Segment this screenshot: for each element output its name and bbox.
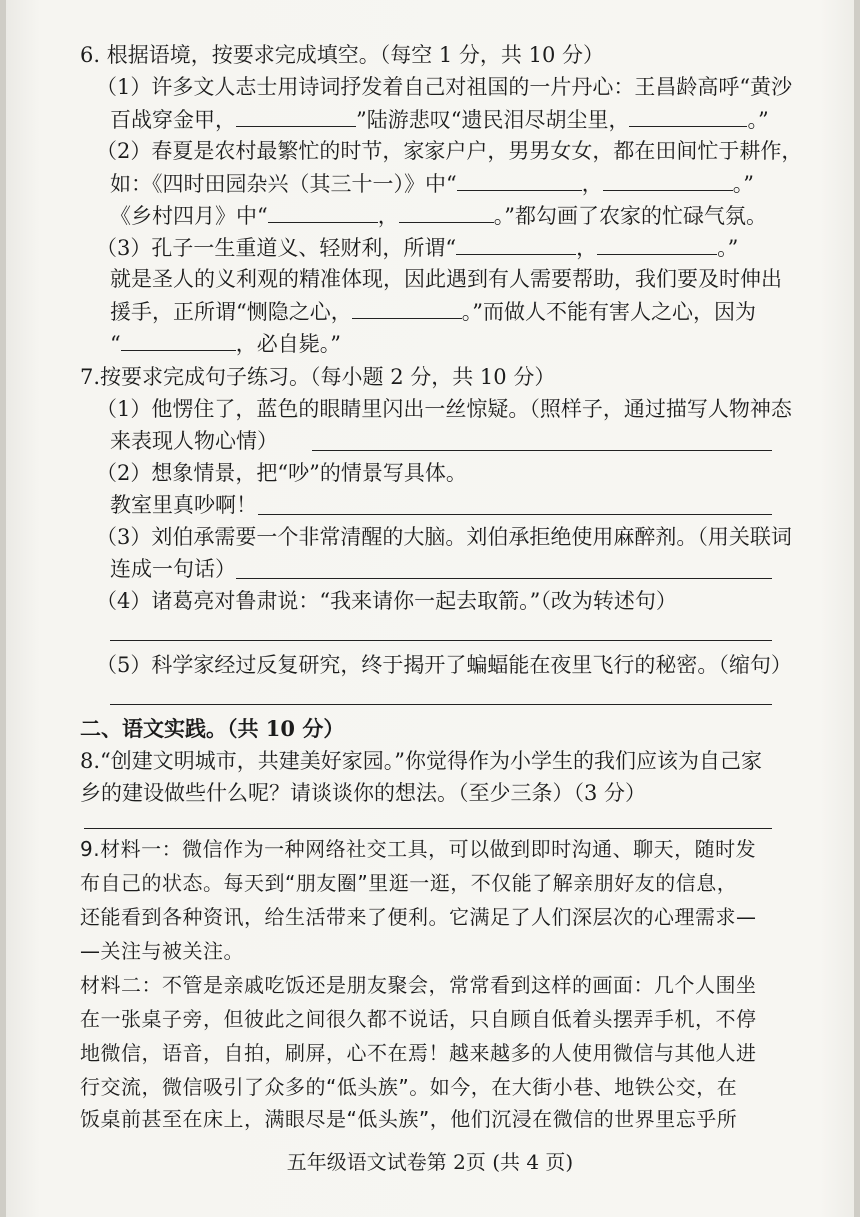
page-edge-left	[0, 0, 6, 1217]
q6-l4-text-b: ，	[581, 172, 603, 196]
q6-l5-text-c: 。”都勾画了农家的忙碌气氛。	[493, 204, 767, 228]
q6-l4-text-c: 。”	[732, 172, 754, 196]
q6-line-1: （1）许多文人志士用诗词抒发着自己对祖国的一片丹心：王昌龄高呼“黄沙	[96, 75, 793, 99]
q6-blank-5[interactable]	[268, 200, 378, 223]
q6-title: 6. 根据语境，按要求完成填空。（每空 1 分，共 10 分）	[80, 43, 604, 67]
q6-l5-text-b: ，	[377, 204, 399, 228]
q6-blank-2[interactable]	[629, 104, 747, 127]
q7-s3-line-b: 连成一句话）	[110, 557, 236, 581]
q6-line-7: 就是圣人的义利观的精准体现，因此遇到有人需要帮助，我们要及时伸出	[110, 267, 782, 291]
q6-blank-3[interactable]	[457, 168, 582, 191]
q7-s5-answer-line[interactable]	[110, 704, 772, 705]
q6-l6-text-b: ，	[576, 236, 598, 260]
q6-l2-text-a: 百战穿金甲，	[110, 108, 236, 132]
q7-s4-line: （4）诸葛亮对鲁肃说：“我来请你一起去取箭。”（改为转述句）	[96, 589, 677, 613]
q6-blank-10[interactable]	[121, 328, 236, 351]
q6-line-8	[110, 296, 830, 327]
q6-line-2	[110, 104, 830, 135]
q9-material-2-line-e: 饭桌前甚至在床上，满眼尽是“低头族”，他们沉浸在微信的世界里忘乎所	[80, 1107, 738, 1131]
q7-title: 7.按要求完成句子练习。（每小题 2 分，共 10 分）	[80, 365, 556, 389]
q7-s2-answer-line[interactable]	[258, 514, 772, 515]
q6-l8-text-b: 。”而做人不能有害人之心，因为	[461, 300, 756, 324]
q7-s2-line-a: （2）想象情景，把“吵”的情景写具体。	[96, 461, 467, 485]
q6-line-4	[110, 168, 830, 199]
q9-material-2-line-c: 地微信，语音，自拍，刷屏，心不在焉！越来越多的人使用微信与其他人进	[80, 1041, 757, 1065]
q7-s1-line-a: （1）他愣住了，蓝色的眼睛里闪出一丝惊疑。（照样子，通过描写人物神态	[96, 397, 792, 421]
q6-l4-text-a: 如：《四时田园杂兴（其三十一）》中“	[110, 172, 457, 196]
q6-line-9	[110, 328, 830, 359]
q6-l2-text-b: ”陆游悲叹“遗民泪尽胡尘里，	[356, 108, 630, 132]
q6-l8-text-a: 援手，正所谓“恻隐之心，	[110, 300, 352, 324]
q7-s3-line-a: （3）刘伯承需要一个非常清醒的大脑。刘伯承拒绝使用麻醉剂。（用关联词	[96, 525, 792, 549]
q7-s1-line-b: 来表现人物心情）	[110, 429, 278, 453]
q6-l9-text-a: “	[110, 332, 121, 356]
q9-material-1-line-b: 布自己的状态。每天到“朋友圈”里逛一逛，不仅能了解亲朋好友的信息，	[80, 871, 738, 895]
q6-l6-text-a: （3）孔子一生重道义、轻财利，所谓“	[96, 236, 457, 260]
q8-line-b: 乡的建设做些什么呢？请谈谈你的想法。（至少三条）（3 分）	[80, 781, 647, 805]
q7-s2-line-b: 教室里真吵啊！	[110, 493, 257, 517]
q6-blank-6[interactable]	[399, 200, 494, 223]
q7-s3-answer-line[interactable]	[236, 578, 772, 579]
page-edge-right	[854, 0, 860, 1217]
q6-blank-7[interactable]	[456, 232, 576, 255]
q9-material-2-line-d: 行交流，微信吸引了众多的“低头族”。如今，在大街小巷、地铁公交，在	[80, 1075, 738, 1099]
q9-material-1-line-d: —关注与被关注。	[80, 939, 244, 963]
q6-l6-text-c: 。”	[717, 236, 739, 260]
q6-blank-4[interactable]	[603, 168, 733, 191]
q7-s5-line: （5）科学家经过反复研究，终于揭开了蝙蝠能在夜里飞行的秘密。（缩句）	[96, 653, 792, 677]
q8-answer-line[interactable]	[84, 828, 772, 829]
q6-l9-text-b: ，必自毙。”	[235, 332, 341, 356]
page-footer: 五年级语文试卷第 2页 (共 4 页)	[286, 1150, 574, 1174]
q6-line-5	[110, 200, 830, 231]
q6-l2-text-c: 。”	[747, 108, 769, 132]
q7-s1-answer-line[interactable]	[312, 450, 772, 451]
q6-line-6	[96, 232, 816, 263]
q9-material-2-line-a: 材料二：不管是亲戚吃饭还是朋友聚会，常常看到这样的画面：几个人围坐	[80, 973, 757, 997]
q6-blank-8[interactable]	[597, 232, 717, 255]
q6-blank-9[interactable]	[352, 296, 462, 319]
q9-material-1-line-a: 9.材料一：微信作为一种网络社交工具，可以做到即时沟通、聊天，随时发	[80, 837, 757, 861]
q6-blank-1[interactable]	[236, 104, 356, 127]
q8-line-a: 8.“创建文明城市，共建美好家园。”你觉得作为小学生的我们应该为自己家	[80, 749, 763, 773]
q7-s4-answer-line[interactable]	[110, 640, 772, 641]
q6-line-3: （2）春夏是农村最繁忙的时节，家家户户，男男女女，都在田间忙于耕作，	[96, 139, 803, 163]
q9-material-2-line-b: 在一张桌子旁，但彼此之间很久都不说话，只自顾自低着头摆弄手机，不停	[80, 1007, 757, 1031]
section-2-title: 二、语文实践。（共 10 分）	[80, 716, 345, 741]
q6-l5-text-a: 《乡村四月》中“	[110, 204, 268, 228]
q9-material-1-line-c: 还能看到各种资讯，给生活带来了便利。它满足了人们深层次的心理需求—	[80, 905, 757, 929]
